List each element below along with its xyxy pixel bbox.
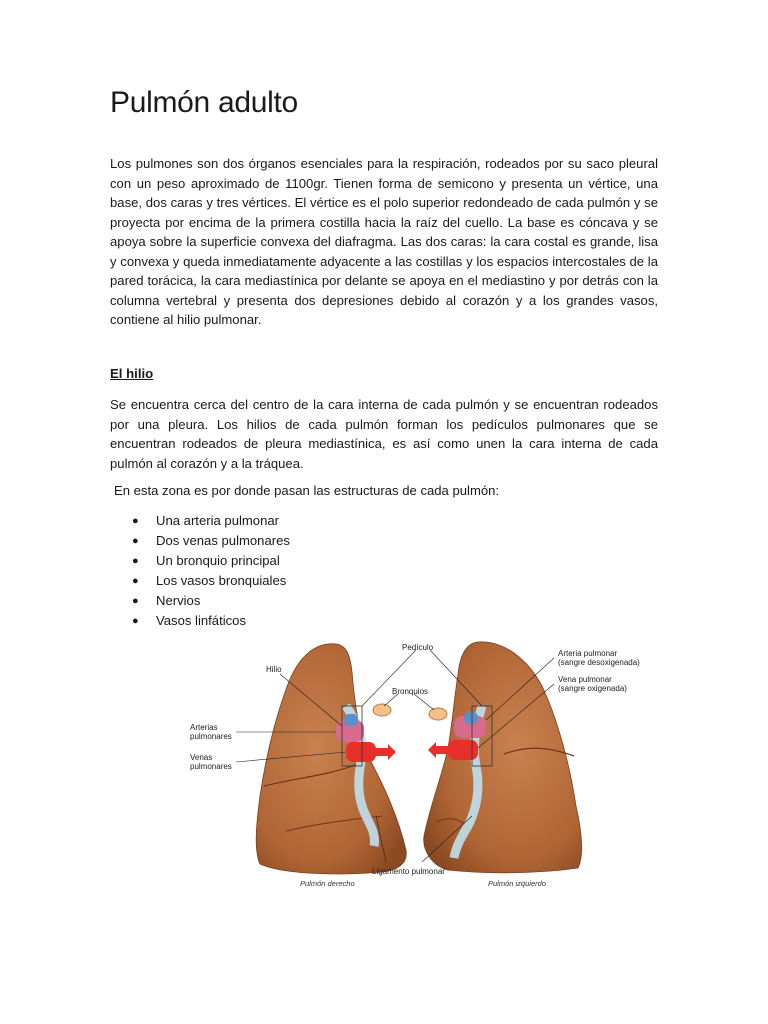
list-item-label: Vasos linfáticos: [156, 613, 246, 628]
right-pulmonary-vein: [346, 742, 376, 762]
list-item: [110, 531, 290, 551]
label-arteria-pulmonar-2: (sangre desoxigenada): [558, 658, 640, 667]
section-heading-hilio: El hilio: [110, 366, 154, 381]
left-pulmonary-vein: [448, 740, 478, 760]
label-hilio: Hilio: [266, 665, 282, 674]
bullet-icon: ●: [132, 615, 139, 627]
bullet-icon: ●: [132, 575, 139, 587]
list-item-label: Los vasos bronquiales: [156, 573, 287, 588]
right-pulmonary-artery-blue: [344, 714, 358, 726]
right-bronchus: [373, 704, 391, 716]
list-item-label: Nervios: [156, 593, 201, 608]
right-vein-arrow: [376, 744, 396, 760]
label-pulmon-derecho: Pulmón derecho: [300, 879, 355, 888]
document-title: Pulmón adulto: [110, 86, 298, 119]
label-venas-1: Venas: [190, 753, 213, 762]
list-item-label: Una arteria pulmonar: [156, 513, 279, 528]
left-pulmonary-artery-blue: [464, 712, 478, 724]
list-item: [110, 511, 290, 531]
paragraph-hilio: Se encuentra cerca del centro de la cara interna de cada pulmón y se encuentran rodeados por una pleura. Los hilios de cada pulmón forman los pedículos pulmonares que se encuentran rodeados de pleura mediastínica, es así como unen la cara interna de cada pulmón al corazón y a la tráquea.: [110, 397, 658, 471]
list-item-label: Un bronquio principal: [156, 553, 280, 568]
left-bronchus: [429, 708, 447, 720]
paragraph-intro-lungs: Los pulmones son dos órganos esenciales para la respiración, rodeados por su saco pleural con un peso aproximado de 1100gr. Tienen forma de semicono y presenta un vértice, una base, dos caras y tres vértices. El vértice es el polo superior redondeado de cada pulmón y se proyecta por encima de la primera costilla hacia la raíz del cuello. La base es cóncava y se apoya sobre la superficie convexa del diafragma. Las dos caras: la cara costal es grande, lisa y convexa y queda inmediatamente adyacente a las costillas y los espacios intercostales de la pared torácica, la cara mediastínica por delante se apoya en el mediastino y por detrás con la columna vertebral y presenta dos depresiones debido al corazón y a los grandes vasos, contiene al hilio pulmonar.: [110, 156, 658, 327]
list-item: [110, 551, 290, 571]
list-item-label: Dos venas pulmonares: [156, 533, 290, 548]
list-item: [110, 591, 290, 611]
list-item: [110, 571, 290, 591]
label-arteria-pulmonar-1: Arteria pulmonar: [558, 649, 618, 658]
structures-intro: En esta zona es por donde pasan las estructuras de cada pulmón:: [114, 483, 500, 498]
label-arterias-2: pulmonares: [190, 732, 232, 741]
label-bronquios: Bronquios: [392, 687, 429, 696]
label-vena-pulmonar-2: (sangre oxigenada): [558, 684, 627, 693]
label-vena-pulmonar-1: Vena pulmonar: [558, 675, 612, 684]
lungs-diagram: [186, 636, 640, 892]
right-lung: [256, 644, 406, 874]
left-vein-arrow: [428, 742, 448, 758]
label-pulmon-izquierdo: Pulmón izquierdo: [488, 879, 546, 888]
list-item: [110, 611, 290, 631]
lungs-illustration: [186, 636, 640, 892]
structures-list: [110, 511, 290, 631]
label-pediculo: Pedículo: [402, 643, 434, 652]
bullet-icon: ●: [132, 555, 139, 567]
label-ligamento-pulmonar: Ligamento pulmonar: [372, 867, 445, 876]
label-arterias-1: Arterias: [190, 723, 218, 732]
bullet-icon: ●: [132, 535, 139, 547]
bullet-icon: ●: [132, 515, 139, 527]
bullet-icon: ●: [132, 595, 139, 607]
label-venas-2: pulmonares: [190, 762, 232, 771]
